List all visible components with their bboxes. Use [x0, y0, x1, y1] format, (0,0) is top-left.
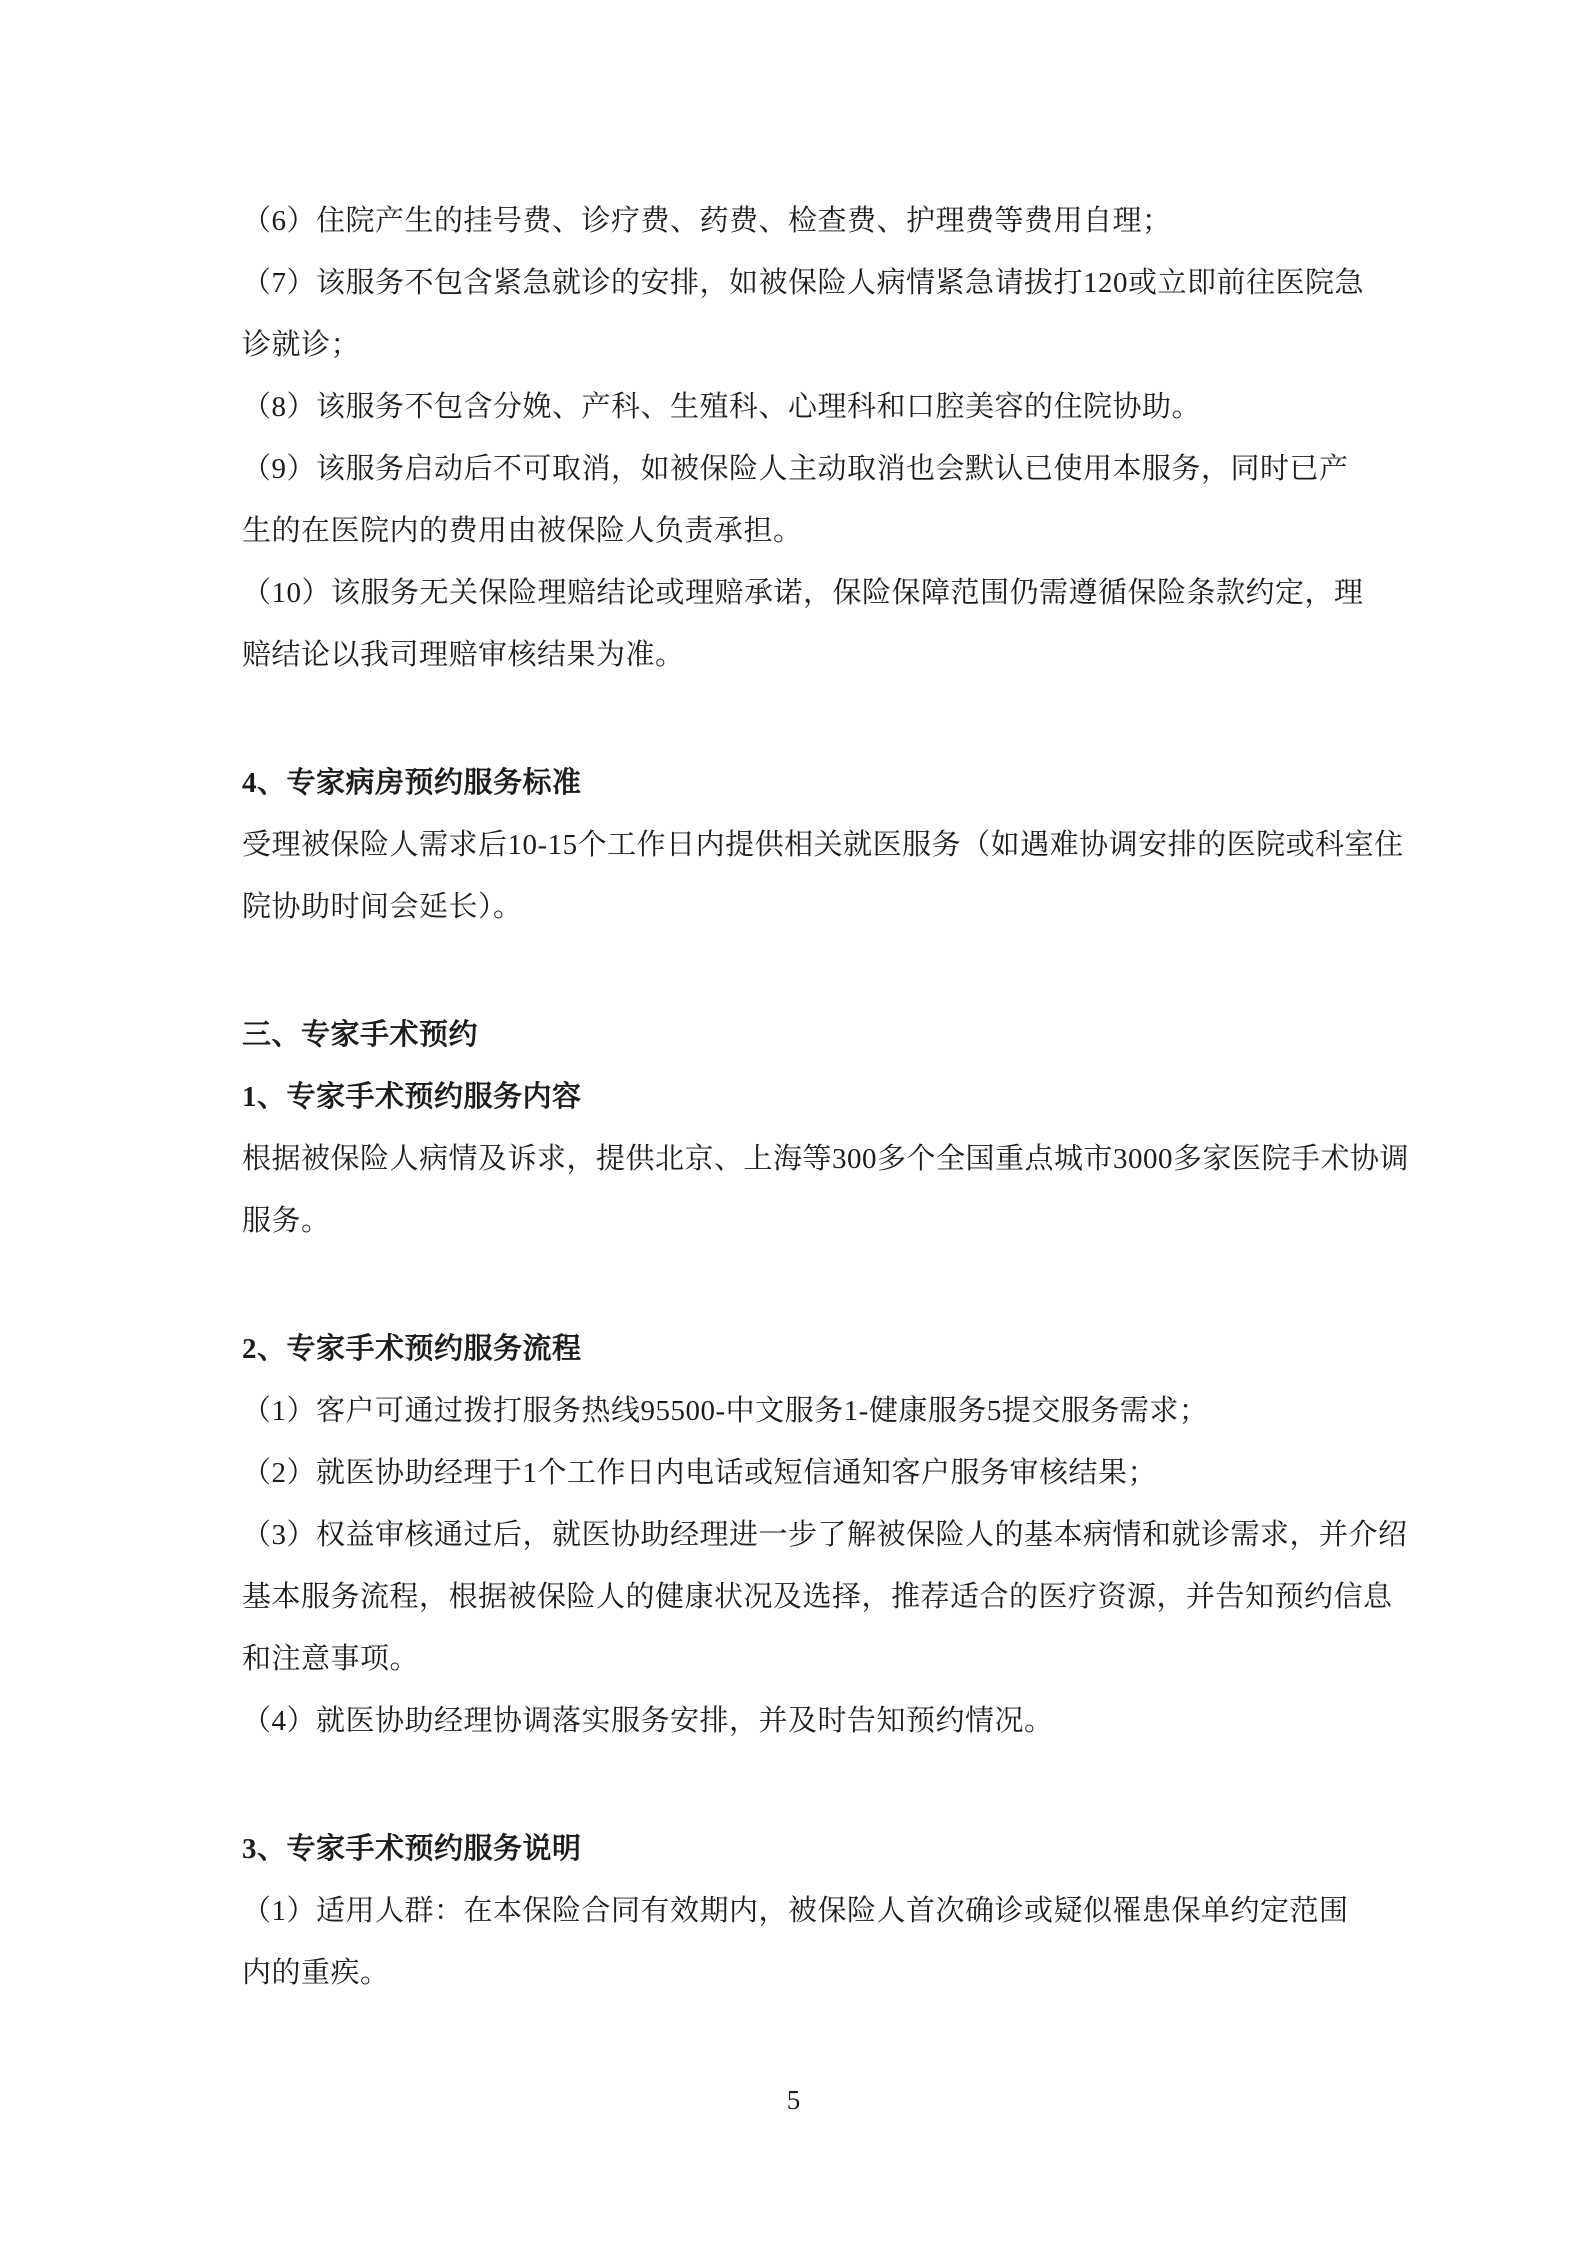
- text-line: 1、专家手术预约服务内容: [242, 1081, 582, 1113]
- text-line: 三、专家手术预约: [242, 1019, 479, 1051]
- text-line: （1）适用人群：在本保险合同有效期内，被保险人首次确诊或疑似罹患保单约定范围: [242, 1895, 1349, 1927]
- text-line: 3、专家手术预约服务说明: [242, 1833, 582, 1865]
- paragraph: [242, 190, 1352, 252]
- section-spacer: [242, 1252, 1352, 1318]
- section-heading: [242, 1004, 1352, 1066]
- section-heading: [242, 1066, 1352, 1128]
- paragraph: [242, 1690, 1352, 1752]
- text-line: 内的重疾。: [242, 1957, 390, 1989]
- section-heading: [242, 1818, 1352, 1880]
- text-line: （3）权益审核通过后，就医协助经理进一步了解被保险人的基本病情和就诊需求，并介绍: [242, 1519, 1408, 1551]
- text-line: 服务。: [242, 1205, 331, 1237]
- text-line: 根据被保险人病情及诉求，提供北京、上海等300多个全国重点城市3000多家医院手术协调: [242, 1143, 1410, 1175]
- text-line: （6）住院产生的挂号费、诊疗费、药费、检查费、护理费等费用自理；: [242, 205, 1172, 237]
- paragraph: [242, 1380, 1352, 1442]
- paragraph: [242, 814, 1404, 938]
- text-line: 诊就诊；: [242, 329, 361, 361]
- text-line: （10）该服务无关保险理赔结论或理赔承诺，保险保障范围仍需遵循保险条款约定，理: [242, 577, 1364, 609]
- section-heading: [242, 752, 1352, 814]
- text-line: 和注意事项。: [242, 1643, 420, 1675]
- text-line: 赔结论以我司理赔审核结果为准。: [242, 639, 685, 671]
- paragraph: [242, 1128, 1410, 1252]
- text-line: 生的在医院内的费用由被保险人负责承担。: [242, 515, 803, 547]
- text-line: （9）该服务启动后不可取消，如被保险人主动取消也会默认已使用本服务，同时已产: [242, 453, 1349, 485]
- paragraph: [242, 376, 1352, 438]
- paragraph: [242, 1504, 1408, 1690]
- text-line: （1）客户可通过拨打服务热线95500-中文服务1-健康服务5提交服务需求；: [242, 1395, 1209, 1427]
- section-spacer: [242, 938, 1352, 1004]
- paragraph: [242, 1880, 1352, 2004]
- document-content: [242, 190, 1410, 2004]
- section-heading: [242, 1318, 1352, 1380]
- text-line: 院协助时间会延长）。: [242, 891, 523, 923]
- paragraph: [242, 1442, 1352, 1504]
- text-line: 4、专家病房预约服务标准: [242, 767, 582, 799]
- text-line: 2、专家手术预约服务流程: [242, 1333, 582, 1365]
- text-line: （7）该服务不包含紧急就诊的安排，如被保险人病情紧急请拔打120或立即前往医院急: [242, 267, 1365, 299]
- text-line: （8）该服务不包含分娩、产科、生殖科、心理科和口腔美容的住院协助。: [242, 391, 1202, 423]
- page-number: 5: [786, 2085, 801, 2115]
- text-line: 受理被保险人需求后10-15个工作日内提供相关就医服务（如遇难协调安排的医院或科室住: [242, 829, 1404, 861]
- section-spacer: [242, 686, 1352, 752]
- paragraph: [242, 438, 1352, 562]
- text-line: （4）就医协助经理协调落实服务安排，并及时告知预约情况。: [242, 1705, 1054, 1737]
- text-line: （2）就医协助经理于1个工作日内电话或短信通知客户服务审核结果；: [242, 1457, 1158, 1489]
- paragraph: [242, 252, 1365, 376]
- text-line: 基本服务流程，根据被保险人的健康状况及选择，推荐适合的医疗资源，并告知预约信息: [242, 1581, 1393, 1613]
- paragraph: [242, 562, 1364, 686]
- section-spacer: [242, 1752, 1352, 1818]
